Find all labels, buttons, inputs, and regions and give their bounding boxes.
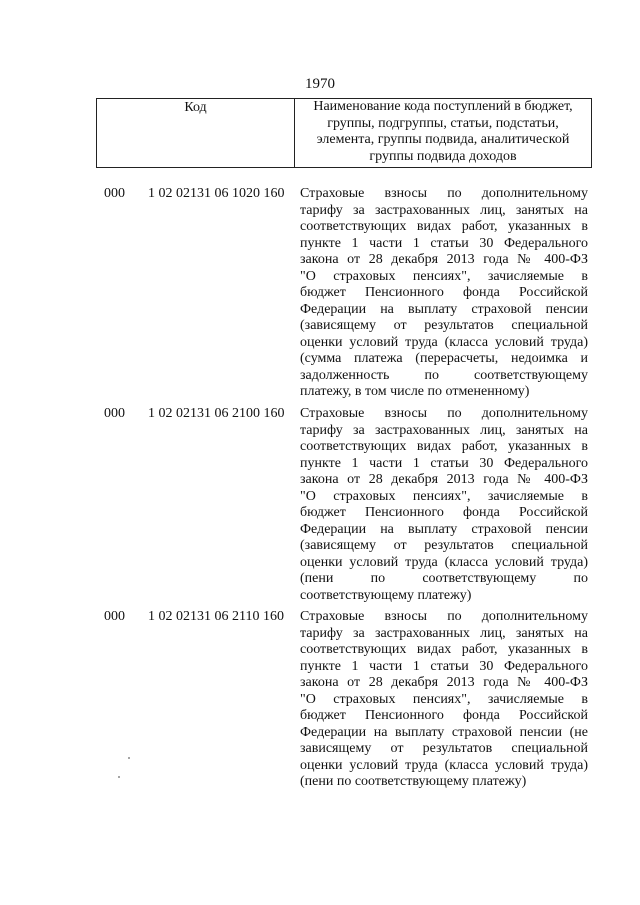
description-line: пункте 1 части 1 статьи 30 Федерального — [300, 235, 588, 251]
row-admin-code: 000 — [104, 186, 125, 201]
description-line: (зависящему от результатов специальной — [300, 538, 588, 553]
description-line: соответствующих видах работ, указанных в — [300, 219, 588, 234]
description-line: оценки условий труда (класса условий труда) — [300, 757, 588, 773]
description-line: соответствующих видах работ, указанных в — [300, 642, 588, 657]
description-line: бюджет Пенсионного фонда Российской — [300, 708, 588, 723]
description-line: Страховые взносы по дополнительному — [300, 609, 588, 624]
description-line: Страховые взносы по дополнительному — [300, 406, 588, 421]
description-line: тарифу за застрахованных лиц, занятых на — [300, 422, 588, 438]
header-name-line: Наименование кода поступлений в бюджет, — [313, 99, 573, 114]
description-line: оценки условий труда (класса условий труда) — [300, 554, 588, 570]
row-admin-code: 000 — [104, 609, 125, 624]
row-income-code: 1 02 02131 06 2110 160 — [148, 609, 284, 624]
description-line: закона от 28 декабря 2013 года № 400-ФЗ — [300, 252, 588, 267]
row-income-code: 1 02 02131 06 1020 160 — [148, 186, 285, 201]
row-description — [300, 186, 588, 401]
description-line: Страховые взносы по дополнительному — [300, 186, 588, 201]
row-description — [300, 406, 588, 604]
header-name-line: группы, подгруппы, статьи, подстатьи, — [327, 115, 559, 131]
description-line: тарифу за застрахованных лиц, занятых на — [300, 625, 588, 641]
header-name-line: элемента, группы подвида, аналитической — [316, 132, 570, 147]
description-line: Федерации на выплату страховой пенсии — [300, 301, 588, 317]
row-description — [300, 609, 588, 791]
header-name-column — [295, 99, 591, 167]
description-line: (пени по соответствующему платежу) — [300, 774, 527, 789]
description-line: платежу, в том числе по отмененному) — [300, 384, 530, 399]
table-header — [96, 98, 592, 168]
description-line: бюджет Пенсионного фонда Российской — [300, 285, 588, 300]
description-line: тарифу за застрахованных лиц, занятых на — [300, 202, 588, 218]
header-code-column: Код — [97, 99, 295, 167]
description-line: зависящему от результатов специальной — [300, 741, 588, 756]
description-line: Федерации на выплату страховой пенсии — [300, 521, 588, 537]
description-line: оценки условий труда (класса условий труда) — [300, 334, 588, 350]
description-line: соответствующему платежу) — [300, 587, 472, 603]
description-line: закона от 28 декабря 2013 года № 400-ФЗ — [300, 472, 588, 487]
description-line: "О страховых пенсиях", зачисляемые в — [300, 691, 588, 707]
page-number: 1970 — [305, 76, 335, 92]
description-line: соответствующих видах работ, указанных в — [300, 439, 588, 454]
description-line: Федерации на выплату страховой пенсии (не — [300, 724, 588, 740]
description-line: пункте 1 части 1 статьи 30 Федерального — [300, 455, 588, 471]
row-income-code: 1 02 02131 06 2100 160 — [148, 406, 285, 421]
header-name-line: группы подвида доходов — [369, 148, 517, 164]
description-line: (зависящему от результатов специальной — [300, 318, 588, 333]
description-line: (пени по соответствующему по — [300, 571, 588, 586]
scan-speck — [118, 776, 120, 778]
description-line: пункте 1 части 1 статьи 30 Федерального — [300, 658, 588, 674]
description-line: (сумма платежа (перерасчеты, недоимка и — [300, 351, 588, 366]
description-line: бюджет Пенсионного фонда Российской — [300, 505, 588, 520]
row-admin-code: 000 — [104, 406, 125, 421]
scan-speck — [128, 757, 130, 759]
description-line: "О страховых пенсиях", зачисляемые в — [300, 268, 588, 284]
description-line: задолженность по соответствующему — [300, 367, 588, 383]
description-line: "О страховых пенсиях", зачисляемые в — [300, 488, 588, 504]
description-line: закона от 28 декабря 2013 года № 400-ФЗ — [300, 675, 588, 690]
